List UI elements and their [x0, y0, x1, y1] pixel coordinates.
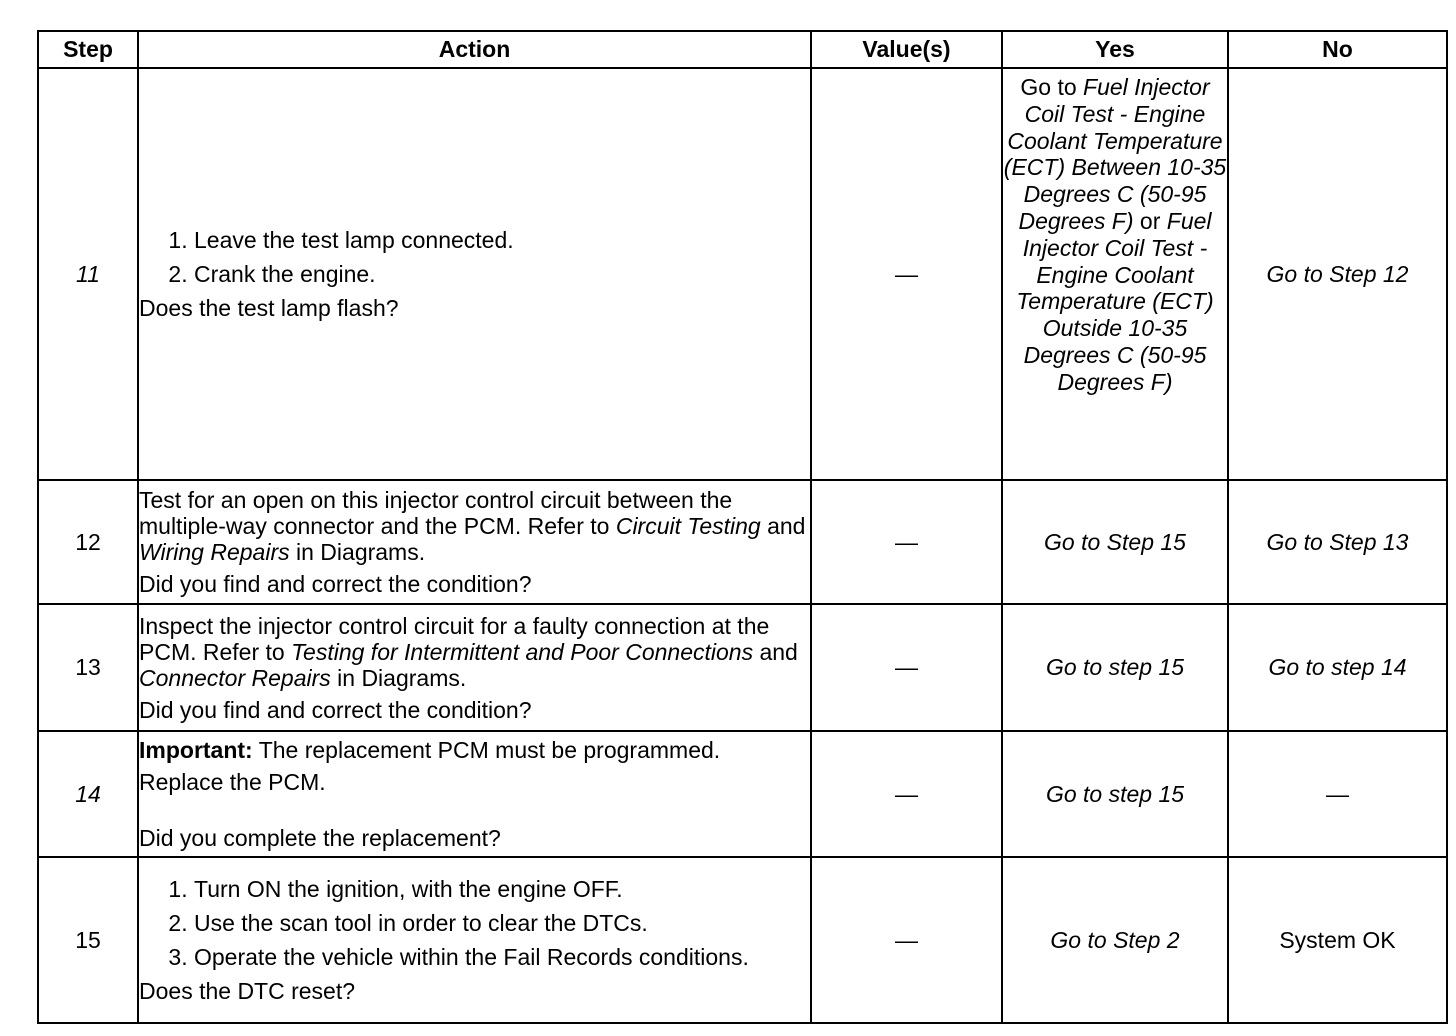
action-cell: [138, 68, 811, 480]
value-dash: —: [895, 260, 918, 287]
important-note: [139, 737, 810, 763]
table-row-step-13: [38, 604, 1447, 731]
no-link[interactable]: Go to step 14: [1268, 654, 1407, 681]
header-yes: Yes: [1002, 31, 1228, 68]
action-question: Does the test lamp flash?: [139, 295, 399, 321]
value-cell: [811, 68, 1002, 480]
yes-prefix: Go to: [1020, 74, 1077, 100]
action-cell: [138, 480, 811, 604]
no-cell: [1228, 480, 1447, 604]
action-steps-list: [139, 876, 810, 970]
action-step: 3. Operate the vehicle within the Fail Records conditions.: [194, 944, 810, 970]
header-values: Value(s): [811, 31, 1002, 68]
action-text: [139, 613, 810, 691]
ref-wiring-repairs[interactable]: Wiring Repairs: [139, 539, 290, 565]
header-no: No: [1228, 31, 1447, 68]
action-step: 2. Crank the engine.: [194, 261, 810, 287]
yes-link[interactable]: Go to Step 2: [1050, 926, 1180, 953]
action-text: [139, 487, 810, 565]
yes-link[interactable]: Go to step 15: [1045, 654, 1185, 681]
yes-cell: [1002, 604, 1228, 731]
yes-cell: [1002, 68, 1228, 480]
table-row-step-15: [38, 857, 1447, 1023]
action-question: Did you find and correct the condition?: [139, 571, 532, 597]
action-steps-list: [139, 227, 810, 287]
important-text: The replacement PCM must be programmed.: [258, 737, 721, 763]
action-cell: [138, 604, 811, 731]
action-step: 2. Use the scan tool in order to clear the DTCs.: [194, 910, 810, 936]
ref-connector-repairs[interactable]: Connector Repairs: [139, 664, 331, 691]
value-dash: —: [895, 528, 918, 555]
ref-joiner: and: [767, 513, 806, 539]
yes-link-between[interactable]: Fuel Injector Coil Test - Engine Coolant Temperature (ECT) Between 10-35 Degrees C (50-95 Degrees F): [1003, 74, 1227, 234]
yes-link-outside[interactable]: Fuel Injector Coil Test - Engine Coolant Temperature (ECT) Outside 10-35 Degrees C (50-95 Degrees F): [1016, 207, 1214, 395]
step-number: 14: [38, 731, 138, 857]
step-number: 15: [38, 857, 138, 1023]
action-step: 1. Leave the test lamp connected.: [194, 227, 810, 253]
action-question: Did you find and correct the condition?: [139, 696, 532, 723]
important-label: Important:: [139, 737, 253, 763]
value-cell: [811, 604, 1002, 731]
action-question: Does the DTC reset?: [139, 978, 356, 1004]
yes-cell: [1002, 857, 1228, 1023]
header-step: Step: [38, 31, 138, 68]
no-cell: [1228, 604, 1447, 731]
yes-cell: [1002, 480, 1228, 604]
yes-link[interactable]: Go to step 15: [1045, 780, 1185, 807]
spacer: [139, 795, 810, 825]
ref-joiner: and: [759, 638, 798, 665]
step-number: 11: [38, 68, 138, 480]
no-link[interactable]: Go to Step 12: [1266, 260, 1409, 287]
table-row-step-11: [38, 68, 1447, 480]
action-cell: [138, 857, 811, 1023]
ref-testing-intermittent[interactable]: Testing for Intermittent and Poor Connections: [291, 638, 754, 665]
action-cell: [138, 731, 811, 857]
value-dash: —: [895, 926, 918, 953]
value-dash: —: [895, 654, 918, 680]
yes-link[interactable]: Go to Step 15: [1044, 528, 1186, 555]
action-text-main: Inspect the injector control circuit for a faulty connection at the PCM. Refer to: [139, 612, 770, 665]
value-dash: —: [895, 780, 918, 807]
no-cell: [1228, 857, 1447, 1023]
no-cell: [1228, 731, 1447, 857]
no-link[interactable]: Go to Step 13: [1266, 528, 1409, 555]
header-action: Action: [138, 31, 811, 68]
value-cell: [811, 857, 1002, 1023]
ref-suffix: in Diagrams.: [296, 539, 426, 565]
no-dash: —: [1326, 780, 1349, 807]
ref-circuit-testing[interactable]: Circuit Testing: [615, 513, 761, 539]
step-number: 12: [38, 480, 138, 604]
action-text-main: Test for an open on this injector control circuit between the multiple-way connector and the PCM. Refer to: [139, 487, 733, 539]
yes-joiner: or: [1139, 207, 1161, 234]
action-instruction: Replace the PCM.: [139, 769, 326, 795]
no-cell: [1228, 68, 1447, 480]
no-result: System OK: [1279, 926, 1396, 953]
table-row-step-12: [38, 480, 1447, 604]
value-cell: [811, 480, 1002, 604]
value-cell: [811, 731, 1002, 857]
step-number: 13: [38, 604, 138, 731]
ref-suffix: in Diagrams.: [337, 664, 467, 691]
table-row-step-14: [38, 731, 1447, 857]
action-question: Did you complete the replacement?: [139, 825, 501, 851]
header-row: [38, 31, 1447, 68]
diagnostic-table: [37, 30, 1448, 1024]
yes-cell: [1002, 731, 1228, 857]
action-step: 1. Turn ON the ignition, with the engine OFF.: [194, 876, 810, 902]
